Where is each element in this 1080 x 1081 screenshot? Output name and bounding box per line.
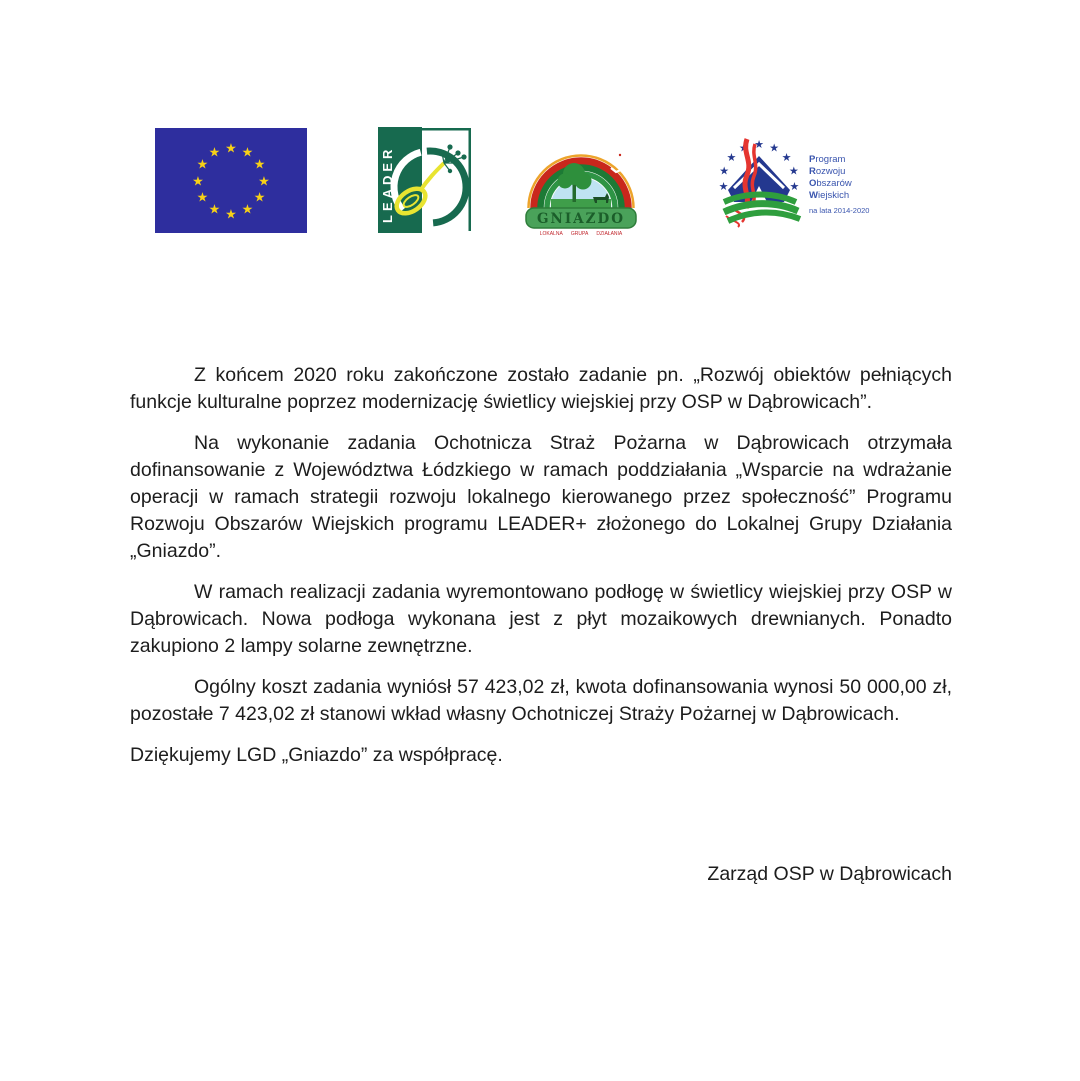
paragraph-5: Dziękujemy LGD „Gniazdo” za współpracę. — [130, 744, 503, 766]
prow-years: na lata 2014-2020 — [809, 206, 870, 215]
prow-logo — [712, 138, 871, 230]
prow-line: Rozwoju — [809, 166, 846, 177]
svg-text:★: ★ — [738, 141, 749, 155]
eu-star-icon: ★ — [196, 156, 209, 172]
leader-wordmark: LEADER — [380, 145, 395, 223]
eu-star-icon: ★ — [241, 144, 254, 160]
eu-star-icon: ★ — [225, 206, 237, 221]
eu-star-icon: ★ — [208, 144, 221, 160]
svg-text:★: ★ — [726, 150, 737, 164]
prow-line: Wiejskich — [809, 190, 850, 201]
prow-text-block — [809, 138, 871, 215]
paragraph-2: Na wykonanie zadania Ochotnicza Straż Pożarna w Dąbrowicach otrzymała dofinansowanie z Województwa Łódzkiego w ramach poddziałania „Wsparcie na wdrażanie operacji w ramach strategii rozwoju lokalnego kierowanego przez społeczność” Programu Rozwoju Obszarów Wiejskich programu LEADER+ złożonego do Lokalnej Grupy Działania „Gniazdo”. — [130, 432, 952, 562]
svg-text:★: ★ — [781, 150, 792, 164]
svg-text:★: ★ — [789, 180, 800, 194]
eu-star-icon: ★ — [253, 156, 266, 172]
signature: Zarząd OSP w Dąbrowicach — [707, 863, 952, 885]
gniazdo-sublabel: LOKALNA GRUPA DZIAŁANIA — [539, 231, 623, 237]
gniazdo-logo — [520, 124, 642, 238]
paragraph-1: Z końcem 2020 roku zakończone zostało zadanie pn. „Rozwój obiektów pełniących funkcje kulturalne poprzez modernizację świetlicy wiejskiej przy OSP w Dąbrowicach”. — [130, 364, 952, 413]
prow-line: Obszarów — [809, 178, 852, 189]
eu-star-icon: ★ — [241, 201, 254, 217]
leader-frame-top — [422, 128, 471, 131]
prow-emblem — [712, 138, 807, 230]
gniazdo-wordmark: GNIAZDO — [537, 211, 625, 227]
svg-text:★: ★ — [754, 138, 764, 151]
leader-frame-right — [469, 128, 472, 231]
svg-text:★: ★ — [769, 141, 780, 155]
svg-text:★: ★ — [719, 164, 730, 178]
svg-text:★: ★ — [788, 164, 799, 178]
letter-body — [130, 362, 952, 888]
prow-line: Program — [809, 154, 846, 165]
eu-flag-logo — [155, 128, 307, 233]
eu-star-icon: ★ — [196, 189, 209, 205]
paragraph-3: W ramach realizacji zadania wyremontowano podłogę w świetlicy wiejskiej przy OSP w Dąbrowicach. Nowa podłoga wykonana jest z płyt mozaikowych drewnianych. Ponadto zakupiono 2 lampy solarne zewnętrzne. — [130, 581, 952, 657]
eu-star-icon: ★ — [208, 201, 221, 217]
leader-logo — [378, 127, 474, 233]
svg-text:★: ★ — [718, 180, 729, 194]
eu-star-icon: ★ — [192, 173, 204, 188]
eu-star-icon: ★ — [258, 173, 270, 188]
paragraph-4: Ogólny koszt zadania wyniósł 57 423,02 zł, kwota dofinansowania wynosi 50 000,00 zł, pozostałe 7 423,02 zł stanowi wkład własny Ochotniczej Straży Pożarnej w Dąbrowicach. — [130, 676, 952, 725]
eu-star-icon: ★ — [225, 140, 237, 155]
eu-star-icon: ★ — [253, 189, 266, 205]
